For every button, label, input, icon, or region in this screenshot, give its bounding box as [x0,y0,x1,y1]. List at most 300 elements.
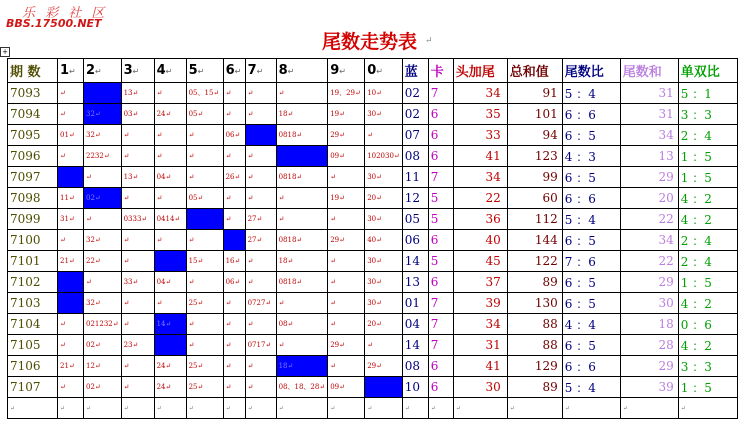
digit-cell: ↵ [154,188,186,209]
digit-cell: ↵ [84,209,122,230]
digit-cell: ↵ [121,188,154,209]
column-header [562,59,620,83]
digit-cell: 102030↵ [365,146,403,167]
column-header-label: 头加尾 [455,65,495,80]
digit-cell: ↵ [276,209,328,230]
table-row [8,272,738,293]
digit-cell: 20↵ [365,314,403,335]
return-mark-icon: ↵ [197,67,205,76]
head-plus-tail-cell: 22 [453,188,507,209]
digit-cell: ↵ [84,167,122,188]
issue-number-cell: 7105 [8,335,58,356]
empty-row [8,398,738,419]
column-header [121,59,154,83]
issue-number-cell: 7099 [8,209,58,230]
digit-cell: ↵ [121,251,154,272]
tail-ratio-cell: 6 ：5 [562,230,620,251]
digit-cell: ↵ [223,104,245,125]
column-header [620,59,678,83]
odd-even-ratio-cell: 1 ：5 [678,146,737,167]
digit-cell: ↵ [245,314,276,335]
table-row [8,335,738,356]
odd-even-ratio-cell: 3 ：3 [678,104,737,125]
sum-value-cell: 129 [507,356,562,377]
tail-sum-cell: 39 [620,377,678,398]
digit-cell: ↵ [121,125,154,146]
digit-cell: ↵ [121,293,154,314]
digit-cell: 11↵ [58,188,84,209]
empty-cell: ↵ [154,398,186,419]
digit-cell: 40↵ [365,230,403,251]
return-mark-icon: ↵ [234,67,242,76]
digit-cell: ↵ [223,188,245,209]
digit-cell: 29↵ [365,356,403,377]
table-anchor-icon[interactable]: + [0,47,10,57]
empty-cell: ↵ [620,398,678,419]
digit-cell [154,251,186,272]
head-plus-tail-cell: 33 [453,125,507,146]
sum-value-cell: 89 [507,377,562,398]
digit-cell: 30↵ [365,167,403,188]
digit-cell: 32↵ [84,104,122,125]
digit-cell: 32↵ [84,293,122,314]
digit-cell [84,83,122,104]
sum-value-cell: 88 [507,314,562,335]
tail-ratio-cell: 6 ：5 [562,167,620,188]
digit-cell: 0818↵ [276,230,328,251]
odd-even-ratio-cell: 1 ：5 [678,272,737,293]
digit-cell: 05、15↵ [186,83,223,104]
table-row [8,377,738,398]
blue-ball-cell: 02 [402,104,428,125]
odd-even-ratio-cell: 1 ：5 [678,377,737,398]
table-row [8,293,738,314]
column-header [186,59,223,83]
digit-cell: ↵ [121,230,154,251]
sum-value-cell: 94 [507,125,562,146]
digit-cell: ↵ [186,230,223,251]
digit-cell: ↵ [245,167,276,188]
tail-sum-cell: 18 [620,314,678,335]
digit-cell: 23↵ [121,335,154,356]
empty-cell: ↵ [58,398,84,419]
digit-cell [365,377,403,398]
tail-ratio-cell: 5 ：4 [562,377,620,398]
table-row [8,188,738,209]
column-header-label: 5 [188,63,198,78]
digit-cell [276,146,328,167]
ka-cell: 5 [428,251,453,272]
column-header [245,59,276,83]
digit-cell: 27↵ [245,230,276,251]
tail-ratio-cell: 6 ：6 [562,104,620,125]
digit-cell: ↵ [223,146,245,167]
digit-cell: ↵ [186,125,223,146]
column-header-label: 总和值 [509,65,549,80]
ka-cell: 6 [428,230,453,251]
issue-number-cell: 7095 [8,125,58,146]
digit-cell: ↵ [58,377,84,398]
digit-cell: ↵ [276,83,328,104]
ka-cell: 5 [428,209,453,230]
tail-ratio-cell: 4 ：4 [562,314,620,335]
head-plus-tail-cell: 37 [453,272,507,293]
tail-ratio-cell: 5 ：4 [562,83,620,104]
digit-cell: ↵ [365,335,403,356]
column-header [223,59,245,83]
digit-cell: 19↵ [328,188,365,209]
sum-value-cell: 91 [507,83,562,104]
table-row [8,167,738,188]
blue-ball-cell: 02 [402,83,428,104]
column-header-label: 卡 [430,65,444,80]
digit-cell: 30↵ [365,272,403,293]
digit-cell: 16↵ [223,251,245,272]
digit-cell: 18↵ [276,356,328,377]
column-header [58,59,84,83]
digit-cell: ↵ [121,356,154,377]
tail-ratio-cell: 6 ：6 [562,356,620,377]
return-mark-icon: ↵ [376,67,383,76]
digit-cell: ↵ [223,83,245,104]
digit-cell: ↵ [58,104,84,125]
ka-cell: 6 [428,272,453,293]
ka-cell: 7 [428,314,453,335]
digit-cell: ↵ [186,146,223,167]
tail-sum-cell: 29 [620,167,678,188]
empty-cell: ↵ [507,398,562,419]
column-header-label: 蓝 [404,65,418,80]
column-header-label: 7 [247,63,257,78]
digit-cell: ↵ [223,209,245,230]
digit-cell: 0818↵ [276,272,328,293]
tail-sum-cell: 29 [620,356,678,377]
digit-cell: 05↵ [186,104,223,125]
sum-value-cell: 122 [507,251,562,272]
column-header-label: 单双比 [680,65,720,80]
head-plus-tail-cell: 41 [453,356,507,377]
digit-cell: 06↵ [223,125,245,146]
digit-cell: 33↵ [121,272,154,293]
digit-cell: 0727↵ [245,293,276,314]
digit-cell: ↵ [154,230,186,251]
column-header [365,59,403,83]
tail-sum-cell: 13 [620,146,678,167]
empty-cell: ↵ [223,398,245,419]
digit-cell: ↵ [245,356,276,377]
digit-cell: ↵ [328,356,365,377]
digit-cell: ↵ [223,335,245,356]
digit-cell: ↵ [328,251,365,272]
return-mark-icon: ↵ [165,67,173,76]
digit-cell: ↵ [328,272,365,293]
empty-cell: ↵ [8,398,58,419]
head-plus-tail-cell: 34 [453,314,507,335]
odd-even-ratio-cell: 5 ：1 [678,83,737,104]
digit-cell: 32↵ [84,125,122,146]
empty-cell: ↵ [186,398,223,419]
blue-ball-cell: 08 [402,356,428,377]
digit-cell: 19、29↵ [328,83,365,104]
sum-value-cell: 130 [507,293,562,314]
digit-cell: 27↵ [245,209,276,230]
blue-ball-cell: 01 [402,293,428,314]
blue-ball-cell: 12 [402,188,428,209]
digit-cell: 04↵ [154,167,186,188]
head-plus-tail-cell: 30 [453,377,507,398]
sum-value-cell: 123 [507,146,562,167]
digit-cell [58,293,84,314]
return-mark-icon: ↵ [256,67,264,76]
odd-even-ratio-cell: 3 ：3 [678,356,737,377]
head-plus-tail-cell: 34 [453,83,507,104]
table-row [8,146,738,167]
table-row [8,356,738,377]
column-header-label: 6 [225,63,235,78]
digit-cell: ↵ [328,167,365,188]
digit-cell: 0717↵ [245,335,276,356]
issue-number-cell: 7107 [8,377,58,398]
odd-even-ratio-cell: 2 ：4 [678,230,737,251]
digit-cell: ↵ [276,293,328,314]
head-plus-tail-cell: 40 [453,230,507,251]
digit-cell: ↵ [186,272,223,293]
ka-cell: 6 [428,356,453,377]
tail-ratio-cell: 6 ：5 [562,125,620,146]
issue-number-cell: 7104 [8,314,58,335]
table-row [8,209,738,230]
tail-sum-cell: 28 [620,335,678,356]
digit-cell: 021232↵ [84,314,122,335]
ka-cell: 7 [428,167,453,188]
digit-cell: ↵ [328,293,365,314]
sum-value-cell: 99 [507,167,562,188]
table-row [8,125,738,146]
tail-sum-cell: 20 [620,188,678,209]
digit-cell: 14↵ [154,314,186,335]
empty-cell: ↵ [276,398,328,419]
tail-ratio-cell: 6 ：6 [562,188,620,209]
odd-even-ratio-cell: 1 ：5 [678,167,737,188]
digit-cell: 12↵ [84,356,122,377]
digit-cell: 18↵ [276,251,328,272]
tail-sum-cell: 22 [620,209,678,230]
tail-ratio-cell: 5 ：4 [562,209,620,230]
digit-cell: 09↵ [328,377,365,398]
empty-cell: ↵ [121,398,154,419]
digit-cell: 06↵ [223,272,245,293]
return-mark-icon: ↵ [339,67,346,76]
tail-ratio-cell: 6 ：5 [562,293,620,314]
digit-cell: 0414↵ [154,209,186,230]
digit-cell: 25↵ [186,377,223,398]
column-header-label: 9 [330,63,340,78]
blue-ball-cell: 07 [402,125,428,146]
issue-number-cell: 7098 [8,188,58,209]
column-header [678,59,737,83]
table-row [8,314,738,335]
column-header-label: 1 [60,63,70,78]
empty-cell: ↵ [428,398,453,419]
digit-cell: ↵ [328,314,365,335]
blue-ball-cell: 13 [402,272,428,293]
issue-number-cell: 7102 [8,272,58,293]
digit-cell: ↵ [121,146,154,167]
digit-cell: ↵ [154,293,186,314]
digit-cell: ↵ [223,356,245,377]
digit-cell: 02↵ [84,335,122,356]
paragraph-mark-icon: ↵ [425,36,433,46]
digit-cell: 13↵ [121,167,154,188]
blue-ball-cell: 14 [402,335,428,356]
blue-ball-cell: 08 [402,146,428,167]
digit-cell: ↵ [276,335,328,356]
empty-cell: ↵ [245,398,276,419]
digit-cell: ↵ [245,251,276,272]
odd-even-ratio-cell: 4 ：2 [678,335,737,356]
issue-number-cell: 7093 [8,83,58,104]
odd-even-ratio-cell: 4 ：2 [678,209,737,230]
ka-cell: 5 [428,188,453,209]
return-mark-icon: ↵ [69,67,76,76]
digit-cell: 05↵ [186,188,223,209]
digit-cell: ↵ [328,209,365,230]
digit-cell: 0818↵ [276,167,328,188]
digit-cell: ↵ [223,377,245,398]
digit-cell: 22↵ [84,251,122,272]
empty-cell: ↵ [402,398,428,419]
digit-cell: ↵ [154,125,186,146]
empty-cell: ↵ [562,398,620,419]
tail-sum-cell: 30 [620,293,678,314]
column-header [8,59,58,83]
digit-cell: ↵ [58,83,84,104]
sum-value-cell: 101 [507,104,562,125]
tail-sum-cell: 34 [620,230,678,251]
empty-cell: ↵ [365,398,403,419]
digit-cell: 29↵ [328,335,365,356]
column-header-label: 尾数比 [564,65,604,80]
empty-cell: ↵ [453,398,507,419]
tail-ratio-cell: 7 ：6 [562,251,620,272]
tail-sum-cell: 34 [620,125,678,146]
head-plus-tail-cell: 39 [453,293,507,314]
return-mark-icon: ↵ [132,67,140,76]
digit-cell: ↵ [154,146,186,167]
odd-even-ratio-cell: 2 ：4 [678,251,737,272]
issue-number-cell: 7094 [8,104,58,125]
digit-cell: ↵ [276,188,328,209]
digit-cell: 25↵ [186,356,223,377]
site-name: 乐 彩 社 区 [22,6,108,21]
digit-cell: ↵ [223,314,245,335]
digit-cell: ↵ [245,104,276,125]
digit-cell: 08、18、28↵ [276,377,328,398]
blue-ball-cell: 11 [402,167,428,188]
empty-cell: ↵ [84,398,122,419]
digit-cell: 0333↵ [121,209,154,230]
digit-cell: ↵ [245,272,276,293]
site-url[interactable]: BBS.17500.NET [6,17,102,30]
digit-cell: 20↵ [365,188,403,209]
digit-cell: ↵ [58,230,84,251]
digit-cell: 18↵ [276,104,328,125]
return-mark-icon: ↵ [287,67,295,76]
digit-cell [58,167,84,188]
sum-value-cell: 88 [507,335,562,356]
digit-cell: ↵ [58,335,84,356]
blue-ball-cell: 10 [402,377,428,398]
digit-cell: ↵ [186,335,223,356]
digit-cell: 30↵ [365,251,403,272]
ka-cell: 7 [428,335,453,356]
odd-even-ratio-cell: 0 ：6 [678,314,737,335]
digit-cell: 30↵ [365,293,403,314]
digit-cell: ↵ [245,83,276,104]
header-row [8,59,738,83]
column-header [453,59,507,83]
digit-cell [154,335,186,356]
ka-cell: 6 [428,104,453,125]
digit-cell: 24↵ [154,377,186,398]
digit-cell: 30↵ [365,104,403,125]
digit-cell: 13↵ [121,83,154,104]
tail-sum-cell: 22 [620,251,678,272]
issue-number-cell: 7106 [8,356,58,377]
column-header [402,59,428,83]
digit-cell: 09↵ [328,146,365,167]
odd-even-ratio-cell: 2 ：4 [678,125,737,146]
blue-ball-cell: 04 [402,314,428,335]
ka-cell: 7 [428,293,453,314]
digit-cell [58,272,84,293]
column-header [328,59,365,83]
digit-cell: 29↵ [328,230,365,251]
head-plus-tail-cell: 45 [453,251,507,272]
digit-cell: ↵ [58,146,84,167]
head-plus-tail-cell: 36 [453,209,507,230]
digit-cell: ↵ [365,125,403,146]
sum-value-cell: 112 [507,209,562,230]
blue-ball-cell: 14 [402,251,428,272]
issue-number-cell: 7096 [8,146,58,167]
column-header [507,59,562,83]
head-plus-tail-cell: 35 [453,104,507,125]
head-plus-tail-cell: 41 [453,146,507,167]
digit-cell: 01↵ [58,125,84,146]
sum-value-cell: 60 [507,188,562,209]
digit-cell: 08↵ [276,314,328,335]
column-header-label: 8 [278,63,288,78]
digit-cell: ↵ [245,188,276,209]
digit-cell [186,209,223,230]
digit-cell: ↵ [186,167,223,188]
blue-ball-cell: 05 [402,209,428,230]
tail-sum-cell: 31 [620,104,678,125]
digit-cell: ↵ [245,146,276,167]
column-header [84,59,122,83]
digit-cell: 31↵ [58,209,84,230]
tail-trend-table [7,58,738,419]
column-header-label: 0 [367,63,377,78]
digit-cell: 02↵ [84,188,122,209]
digit-cell: ↵ [84,272,122,293]
digit-cell: 19↵ [328,104,365,125]
digit-cell: ↵ [245,377,276,398]
head-plus-tail-cell: 31 [453,335,507,356]
column-header [276,59,328,83]
return-mark-icon: ↵ [95,67,102,76]
